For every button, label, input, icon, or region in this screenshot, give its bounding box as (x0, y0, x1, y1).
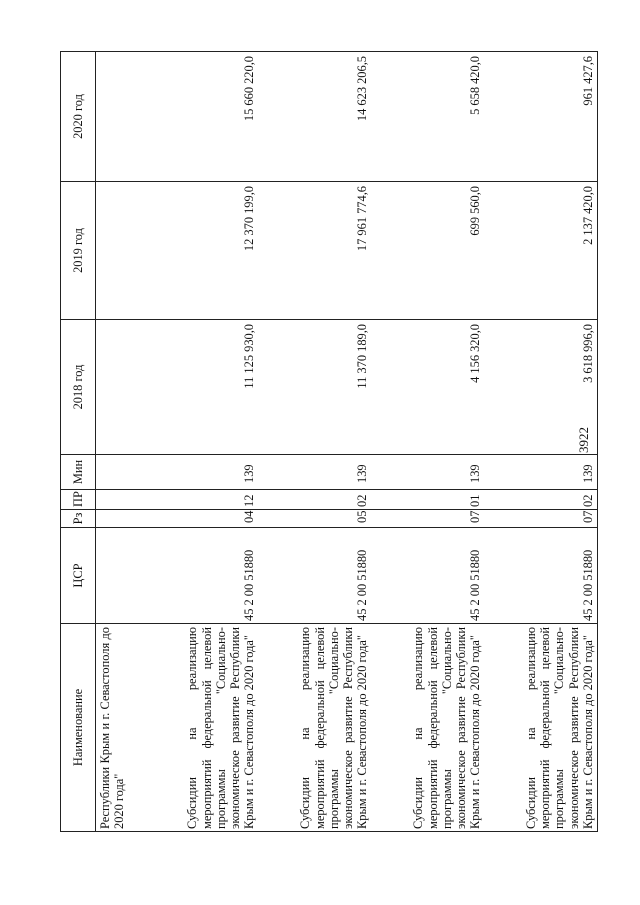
row-pr: 01 (372, 490, 485, 510)
row-csr: 45 2 00 51880 (372, 528, 485, 624)
row-min: 139 (146, 455, 259, 490)
row-amount-2020: 14 623 206,5 (259, 52, 372, 182)
header-min: Мин (61, 455, 96, 490)
row-name: Субсидии на реализацию мероприятий федеральной целевой программы "Социально-экономическое развитие Республики Крым и г. Севастополя до 2020 года" (372, 624, 485, 832)
header-2018: 2018 год (61, 320, 96, 455)
table-row (146, 52, 259, 832)
row-csr: 45 2 00 51880 (485, 528, 598, 624)
row-min: 139 (372, 455, 485, 490)
row-name: Субсидии на реализацию мероприятий федеральной целевой программы "Социально-экономическое развитие Республики Крым и г. Севастополя до 2020 года" (259, 624, 372, 832)
header-rz: Рз (61, 510, 96, 528)
row-min: 139 (485, 455, 598, 490)
header-2020: 2020 год (61, 52, 96, 182)
row-pr: 02 (485, 490, 598, 510)
row-amount-2019: 12 370 199,0 (146, 182, 259, 320)
row-csr: 45 2 00 51880 (259, 528, 372, 624)
header-pr: ПР (61, 490, 96, 510)
row-amount-2020: 15 660 220,0 (146, 52, 259, 182)
header-row (61, 52, 96, 832)
header-name: Наименование (61, 624, 96, 832)
row-amount-2019: 2 137 420,0 (485, 182, 598, 320)
row-min: 139 (259, 455, 372, 490)
row-amount-2018: 11 125 930,0 (146, 320, 259, 455)
table-row (259, 52, 372, 832)
row-amount-2018: 3 618 996,0 (485, 320, 598, 455)
row-rz: 07 (372, 510, 485, 528)
row-amount-2019: 17 961 774,6 (259, 182, 372, 320)
row-rz: 05 (259, 510, 372, 528)
budget-table (60, 51, 598, 832)
row-pr: 02 (259, 490, 372, 510)
row-amount-2018: 4 156 320,0 (372, 320, 485, 455)
header-2019: 2019 год (61, 182, 96, 320)
continued-name-cell: Республики Крым и г. Севастополя до 2020 года" (96, 624, 146, 832)
row-csr: 45 2 00 51880 (146, 528, 259, 624)
row-rz: 07 (485, 510, 598, 528)
row-amount-2019: 699 560,0 (372, 182, 485, 320)
row-name: Субсидии на реализацию мероприятий федеральной целевой программы "Социально-экономическое развитие Республики Крым и г. Севастополя до 2020 года" (485, 624, 598, 832)
table-row (485, 52, 598, 832)
row-amount-2020: 961 427,6 (485, 52, 598, 182)
table-row (372, 52, 485, 832)
row-amount-2018: 11 370 189,0 (259, 320, 372, 455)
row-amount-2020: 5 658 420,0 (372, 52, 485, 182)
header-csr: ЦСР (61, 528, 96, 624)
continued-row (96, 52, 146, 832)
page-number: 3922 (576, 427, 591, 453)
row-name: Субсидии на реализацию мероприятий федеральной целевой программы "Социально-экономическое развитие Республики Крым и г. Севастополя до 2020 года" (146, 624, 259, 832)
row-rz: 04 (146, 510, 259, 528)
row-pr: 12 (146, 490, 259, 510)
